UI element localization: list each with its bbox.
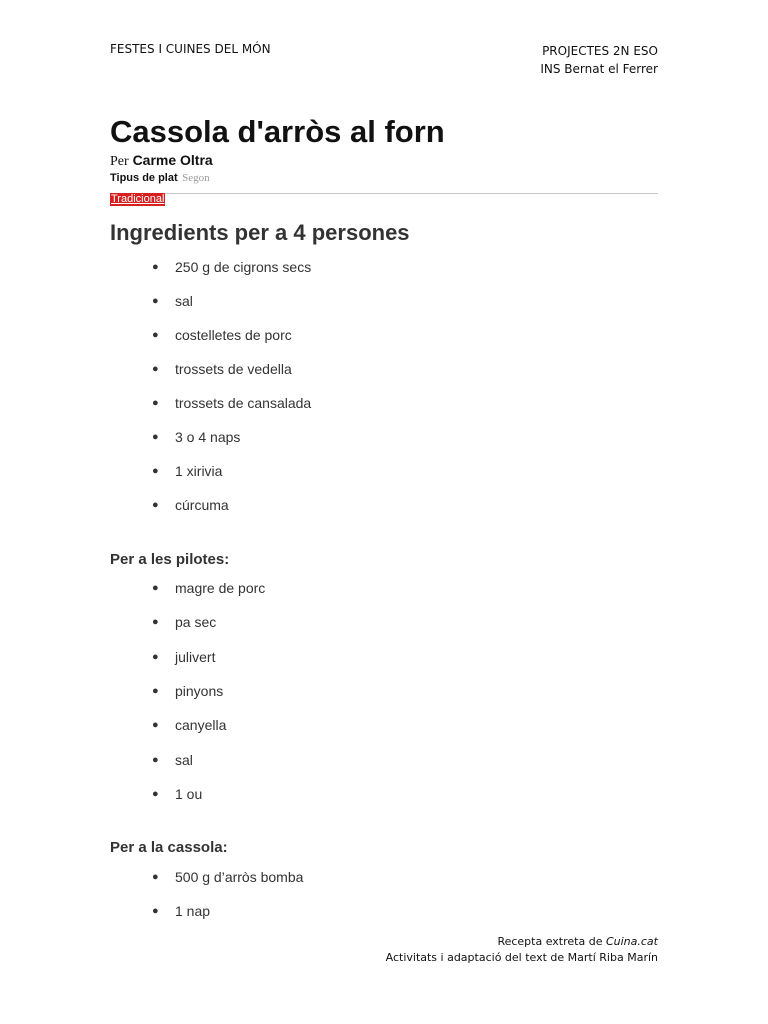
- footer: [386, 934, 658, 966]
- footer-source: Cuina.cat: [605, 935, 658, 948]
- divider: [110, 193, 658, 194]
- author-prefix: Per: [110, 154, 129, 169]
- recipe-title: Cassola d'arròs al forn: [110, 114, 445, 149]
- bullet-icon: ●: [152, 871, 159, 883]
- dish-type-label: Tipus de plat: [110, 172, 178, 184]
- bullet-icon: ●: [152, 719, 159, 731]
- bullet-icon: ●: [152, 499, 159, 511]
- bullet-icon: ●: [152, 905, 159, 917]
- bullet-icon: ●: [152, 465, 159, 477]
- dish-type-value: Segon: [182, 172, 210, 184]
- footer-source-line: Recepta extreta de Cuina.cat: [497, 935, 658, 948]
- bullet-icon: ●: [152, 685, 159, 697]
- footer-credits: Activitats i adaptació del text de Martí Riba Marín: [385, 951, 658, 964]
- bullet-icon: ●: [152, 329, 159, 341]
- bullet-icon: ●: [152, 363, 159, 375]
- cassola-heading: Per a la cassola:: [110, 839, 228, 856]
- author-name[interactable]: Carme Oltra: [132, 152, 213, 168]
- ingredients-heading: Ingredients per a 4 persones: [110, 220, 410, 245]
- bullet-icon: ●: [152, 754, 159, 766]
- header-left: FESTES I CUINES DEL MÓN: [110, 42, 271, 56]
- bullet-icon: ●: [152, 261, 159, 273]
- bullet-icon: ●: [152, 616, 159, 628]
- bullet-icon: ●: [152, 651, 159, 663]
- bullet-icon: ●: [152, 397, 159, 409]
- header-right: [540, 42, 658, 78]
- category-tag[interactable]: Tradicional: [111, 193, 165, 205]
- bullet-icon: ●: [152, 582, 159, 594]
- bullet-icon: ●: [152, 788, 159, 800]
- bullet-icon: ●: [152, 295, 159, 307]
- dish-type-line: [110, 168, 210, 186]
- pilotes-heading: Per a les pilotes:: [110, 551, 230, 568]
- header-right-line2: INS Bernat el Ferrer: [540, 62, 658, 76]
- header-right-line1: PROJECTES 2N ESO: [542, 44, 658, 58]
- bullet-icon: ●: [152, 431, 159, 443]
